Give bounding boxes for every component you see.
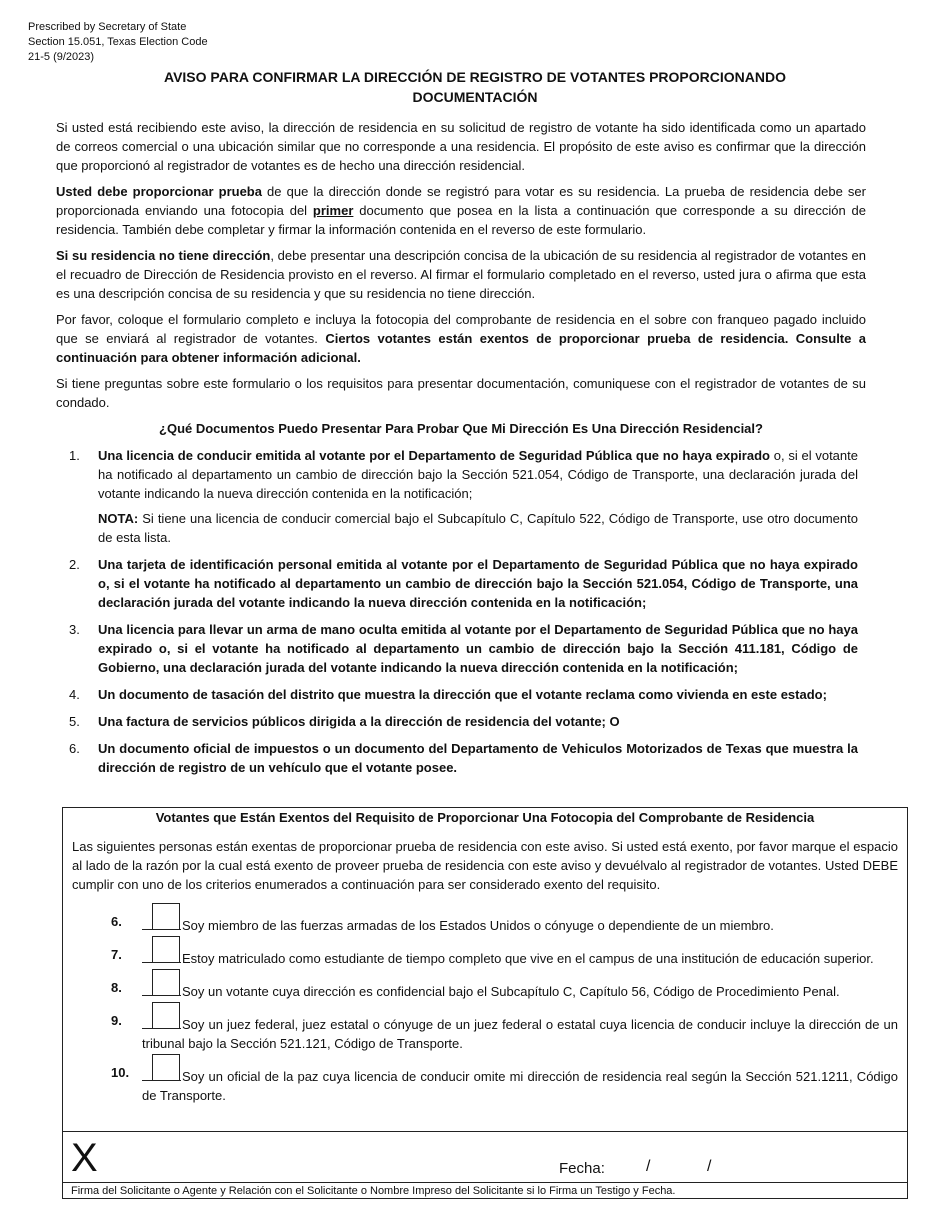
intro-paragraph-3 xyxy=(56,246,866,303)
exemption-item xyxy=(63,1063,907,1105)
proof-required-label: Usted debe proporcionar prueba xyxy=(56,184,262,199)
intro-section xyxy=(56,118,866,785)
code-section: Section 15.051, Texas Election Code xyxy=(28,36,208,48)
item-bold-text: Una licencia de conducir emitida al votante por el Departamento de Seguridad Pública que no haya expirado xyxy=(98,448,770,463)
item-text: o, si el votante ha notificado al departamento un cambio de dirección bajo la Sección 521.054, Código de Transporte, una declaración jurada del votante indicando la nueva dirección contenida en la notificación; xyxy=(98,448,858,501)
exemption-list xyxy=(63,912,907,1105)
date-label: Fecha: xyxy=(559,1160,605,1177)
prescribed-by: Prescribed by Secretary of State xyxy=(28,21,187,33)
form-number: 21-5 (9/2023) xyxy=(28,51,95,63)
no-address-label: Si su residencia no tiene dirección xyxy=(56,248,271,263)
document-item xyxy=(56,685,866,704)
item-bold-text: Un documento oficial de impuestos o un documento del Departamento de Vehiculos Motorizados de Texas que muestra la dirección de registro de un vehículo que el votante posee. xyxy=(98,741,858,775)
exemption-intro: Las siguientes personas están exentas de proporcionar prueba de residencia con este aviso. Si usted está exento, por favor marque el espacio al lado de la razón por la cual está exento de proveer prueba de residencia con este aviso y devuélvalo al registrador de votantes. Usted DEBE cumplir con uno de los criterios enumerados a continuación para ser considerado exento del requisito. xyxy=(72,839,898,892)
exemption-checkbox[interactable] xyxy=(152,1002,180,1029)
intro-paragraph-2 xyxy=(56,182,866,239)
title-line-2: DOCUMENTACIÓN xyxy=(412,89,538,105)
intro-paragraph-1: Si usted está recibiendo este aviso, la dirección de residencia en su solicitud de registro de votante ha sido identificada como un apartado de correos comercial o una ubicación similar que no corresponde a una residencia. El propósito de este aviso es confirmar que la dirección que proporcionó al registrador de votantes es de hecho una dirección residencial. xyxy=(56,120,866,173)
page-title xyxy=(100,67,850,107)
signature-x-mark: X xyxy=(71,1136,98,1180)
exemption-checkbox[interactable] xyxy=(152,903,180,930)
item-number: 3. xyxy=(69,622,80,637)
item-number: 7. xyxy=(111,947,122,962)
title-line-1: AVISO PARA CONFIRMAR LA DIRECCIÓN DE REGISTRO DE VOTANTES PROPORCIONANDO xyxy=(164,69,786,85)
exemption-text: Estoy matriculado como estudiante de tiempo completo que vive en el campus de una institución de educación superior. xyxy=(182,951,874,966)
exemption-checkbox[interactable] xyxy=(152,936,180,963)
item-bold-text: Una licencia para llevar un arma de mano oculta emitida al votante por el Departamento de Seguridad Pública que no haya expirado o, si el votante ha notificado al departamento un cambio de dirección bajo la Sección 411.181, Código de Gobierno, una declaración jurada del votante indicando la nueva dirección contenida en la notificación; xyxy=(98,622,858,675)
item-number: 1. xyxy=(69,448,80,463)
exemption-checkbox[interactable] xyxy=(152,1054,180,1081)
intro-p2-text-a: de que la dirección donde se registró para votar es su residencia. La prueba de residencia debe ser proporcionada enviando una fotocopia del xyxy=(56,184,866,218)
exemption-item xyxy=(63,978,907,1001)
primer-emphasis: primer xyxy=(312,203,354,218)
documents-list xyxy=(56,446,866,777)
intro-paragraph-5: Si tiene preguntas sobre este formulario o los requisitos para presentar documentación, comuniquese con el registrador de votantes de su condado. xyxy=(56,376,866,410)
intro-paragraph-4 xyxy=(56,310,866,367)
intro-p4-text: Por favor, coloque el formulario completo e incluya la fotocopia del comprobante de residencia en el sobre con franqueo pagado incluido que se enviará al registrador de votantes. xyxy=(56,312,866,346)
item-number: 5. xyxy=(69,714,80,729)
item-number: 6. xyxy=(111,914,122,929)
item-bold-text: Un documento de tasación del distrito que muestra la dirección que el votante reclama como vivienda en este estado; xyxy=(98,687,827,702)
form-metadata xyxy=(28,20,208,65)
item-bold-text: Una factura de servicios públicos dirigida a la dirección de residencia del votante; O xyxy=(98,714,620,729)
checkbox-line xyxy=(142,912,181,930)
exemption-text: Soy un oficial de la paz cuya licencia de conducir omite mi dirección de residencia real según la Sección 521.1211, Código de Transporte. xyxy=(142,1069,898,1103)
date-separator: / xyxy=(707,1158,712,1175)
exemption-text: Soy un votante cuya dirección es confidencial bajo el Subcapítulo C, Capítulo 56, Código de Procedimiento Penal. xyxy=(182,984,840,999)
exempt-notice: Ciertos votantes están exentos de proporcionar prueba de residencia. Consulte a continuación para obtener información adicional. xyxy=(56,331,866,365)
exemption-item xyxy=(63,1011,907,1053)
document-item xyxy=(56,620,866,677)
item-number: 2. xyxy=(69,557,80,572)
document-item xyxy=(56,555,866,612)
checkbox-line xyxy=(142,1063,181,1081)
note-label: NOTA: xyxy=(98,511,139,526)
item-number: 4. xyxy=(69,687,80,702)
intro-p3-text: , debe presentar una descripción concisa de la ubicación de su residencia al registrador de votantes en el recuadro de Dirección de Residencia provisto en el reverso. Al firmar el formulario completado en el reverso, usted jura o afirma que esta es una descripción concisa de su residencia y que su residencia no tiene dirección. xyxy=(56,248,866,301)
item-number: 9. xyxy=(111,1013,122,1028)
intro-p2-text-b: documento que posea en la lista a continuación que corresponde a su dirección de residencia. También debe completar y firmar la información contenida en el reverso de este formulario. xyxy=(56,203,866,237)
date-separator: / xyxy=(646,1158,651,1175)
exemption-checkbox[interactable] xyxy=(152,969,180,996)
item-number: 6. xyxy=(69,741,80,756)
exemption-item xyxy=(63,912,907,935)
signature-caption: Firma del Solicitante o Agente y Relación con el Solicitante o Nombre Impreso del Solicitante si lo Firma un Testigo y Fecha. xyxy=(63,1182,907,1200)
document-item xyxy=(56,446,866,547)
note xyxy=(98,509,858,547)
checkbox-line xyxy=(142,978,181,996)
note-text: Si tiene una licencia de conducir comercial bajo el Subcapítulo C, Capítulo 522, Código de Transporte, use otro documento de esta lista. xyxy=(98,511,858,545)
signature-area[interactable] xyxy=(63,1131,907,1200)
checkbox-line xyxy=(142,1011,181,1029)
exemption-title: Votantes que Están Exentos del Requisito de Proporcionar Una Fotocopia del Comprobante de Residencia xyxy=(155,810,815,825)
document-item xyxy=(56,739,866,777)
exemption-text: Soy miembro de las fuerzas armadas de los Estados Unidos o cónyuge o dependiente de un miembro. xyxy=(182,918,774,933)
document-item xyxy=(56,712,866,731)
item-number: 8. xyxy=(111,980,122,995)
checkbox-line xyxy=(142,945,181,963)
documents-question: ¿Qué Documentos Puedo Presentar Para Probar Que Mi Dirección Es Una Dirección Residencial? xyxy=(159,421,763,436)
exemption-item xyxy=(63,945,907,968)
item-bold-text: Una tarjeta de identificación personal emitida al votante por el Departamento de Seguridad Pública que no haya expirado o, si el votante ha notificado al departamento un cambio de dirección bajo la Sección 521.054, Código de Transporte, una declaración jurada del votante indicando la nueva dirección contenida en la notificación; xyxy=(98,557,858,610)
item-number: 10. xyxy=(111,1065,130,1080)
exemption-box xyxy=(62,807,908,1199)
exemption-text: Soy un juez federal, juez estatal o cónyuge de un juez federal o estatal cuya licencia de conducir incluye la dirección de un tribunal bajo la Sección 521.121, Código de Transporte. xyxy=(142,1017,898,1051)
